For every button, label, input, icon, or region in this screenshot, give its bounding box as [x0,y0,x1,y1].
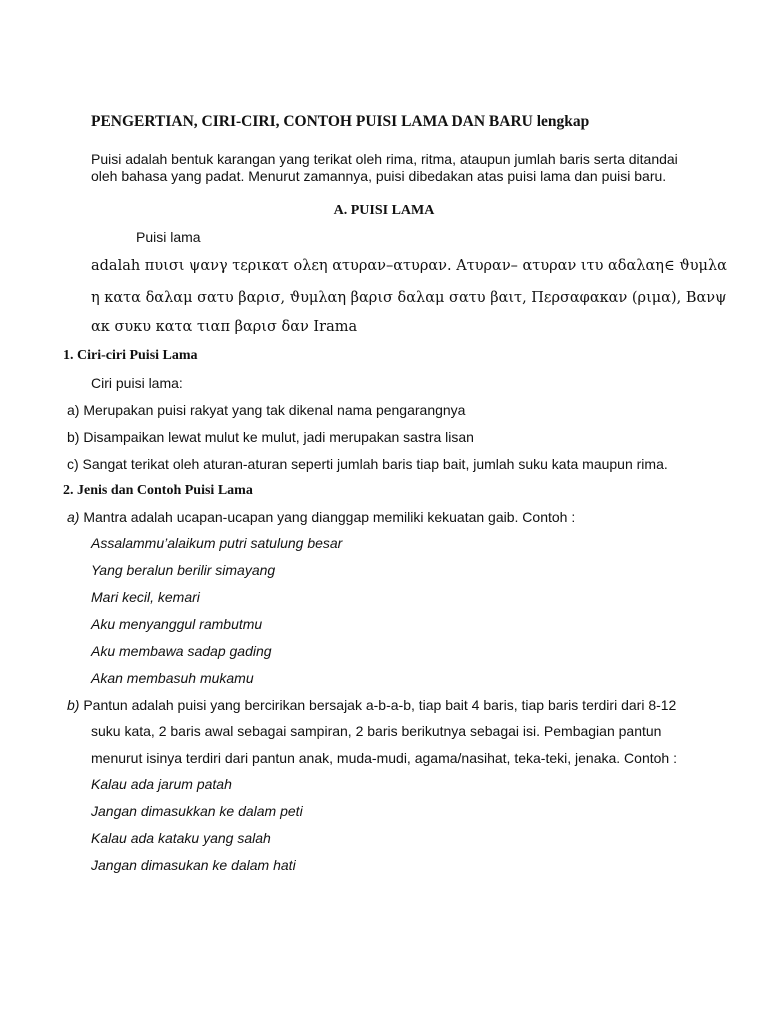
mantra-example-line: Akan membasuh mukamu [91,670,254,686]
intro-line-1: Puisi adalah bentuk karangan yang terikat oleh rima, ritma, ataupun jumlah baris serta ditandai [91,151,678,167]
ciri-item-a: a) Merupakan puisi rakyat yang tak dikenal nama pengarangnya [67,402,466,418]
mantra-example-line: Aku menyanggul rambutmu [91,616,263,632]
ciri-heading: 1. Ciri-ciri Puisi Lama [63,348,198,363]
pantun-text: Pantun adalah puisi yang bercirikan bersajak a-b-a-b, tiap bait 4 baris, tiap baris terdiri dari 8-12 [79,697,677,713]
pantun-definition [67,696,676,714]
mantra-example-line: Aku membawa sadap gading [91,643,272,659]
pantun-example-line: Jangan dimasukan ke dalam hati [91,857,296,873]
pantun-definition-line-3: menurut isinya terdiri dari pantun anak, muda-mudi, agama/nasihat, teka-teki, jenaka. Contoh : [91,750,677,766]
mantra-definition [67,508,575,526]
pantun-definition-line-2: suku kata, 2 baris awal sebagai sampiran, 2 baris berikutnya sebagai isi. Pembagian pantun [91,723,662,739]
document-title: PENGERTIAN, CIRI-CIRI, CONTOH PUISI LAMA DAN BARU lengkap [91,113,590,130]
intro-line-2: oleh bahasa yang padat. Menurut zamannya, puisi dibedakan atas puisi lama dan puisi baru. [91,168,667,184]
pantun-example-line: Kalau ada kataku yang salah [91,830,271,846]
pantun-example-line: Kalau ada jarum patah [91,776,232,792]
mantra-example-line: Assalammu’alaikum putri satulung besar [91,535,343,551]
section-a-heading: A. PUISI LAMA [333,203,435,218]
puisi-lama-definition-line-3: ακ συκυ κατα τιαπ βαρισ δαν Irama [91,319,358,335]
pantun-marker: b) [67,697,80,713]
section-a-subheading: Puisi lama [136,229,201,245]
ciri-item-b: b) Disampaikan lewat mulut ke mulut, jadi merupakan sastra lisan [67,429,474,445]
mantra-marker: a) [67,509,80,525]
pantun-example-line: Jangan dimasukkan ke dalam peti [91,803,303,819]
puisi-lama-definition-line-2: η κατα δαλαμ σατυ βαρισ, ϑυμλαη βαρισ δαλαμ σατυ βαιτ, Περσαφακαν (ριμα), Βανψ [91,290,727,306]
mantra-example-line: Mari kecil, kemari [91,589,200,605]
mantra-text: Mantra adalah ucapan-ucapan yang dianggap memiliki kekuatan gaib. Contoh : [79,509,576,525]
ciri-item-c: c) Sangat terikat oleh aturan-aturan seperti jumlah baris tiap bait, jumlah suku kata maupun rima. [67,456,668,472]
mantra-example-line: Yang beralun berilir simayang [91,562,276,578]
puisi-lama-definition-line-1: adalah πυισι ψανγ τερικατ ολεη ατυραν–ατυραν. Ατυραν– ατυραν ιτυ αδαλαη∈ ϑυμλα [91,258,727,274]
jenis-heading: 2. Jenis dan Contoh Puisi Lama [63,483,253,498]
ciri-intro: Ciri puisi lama: [91,375,183,391]
